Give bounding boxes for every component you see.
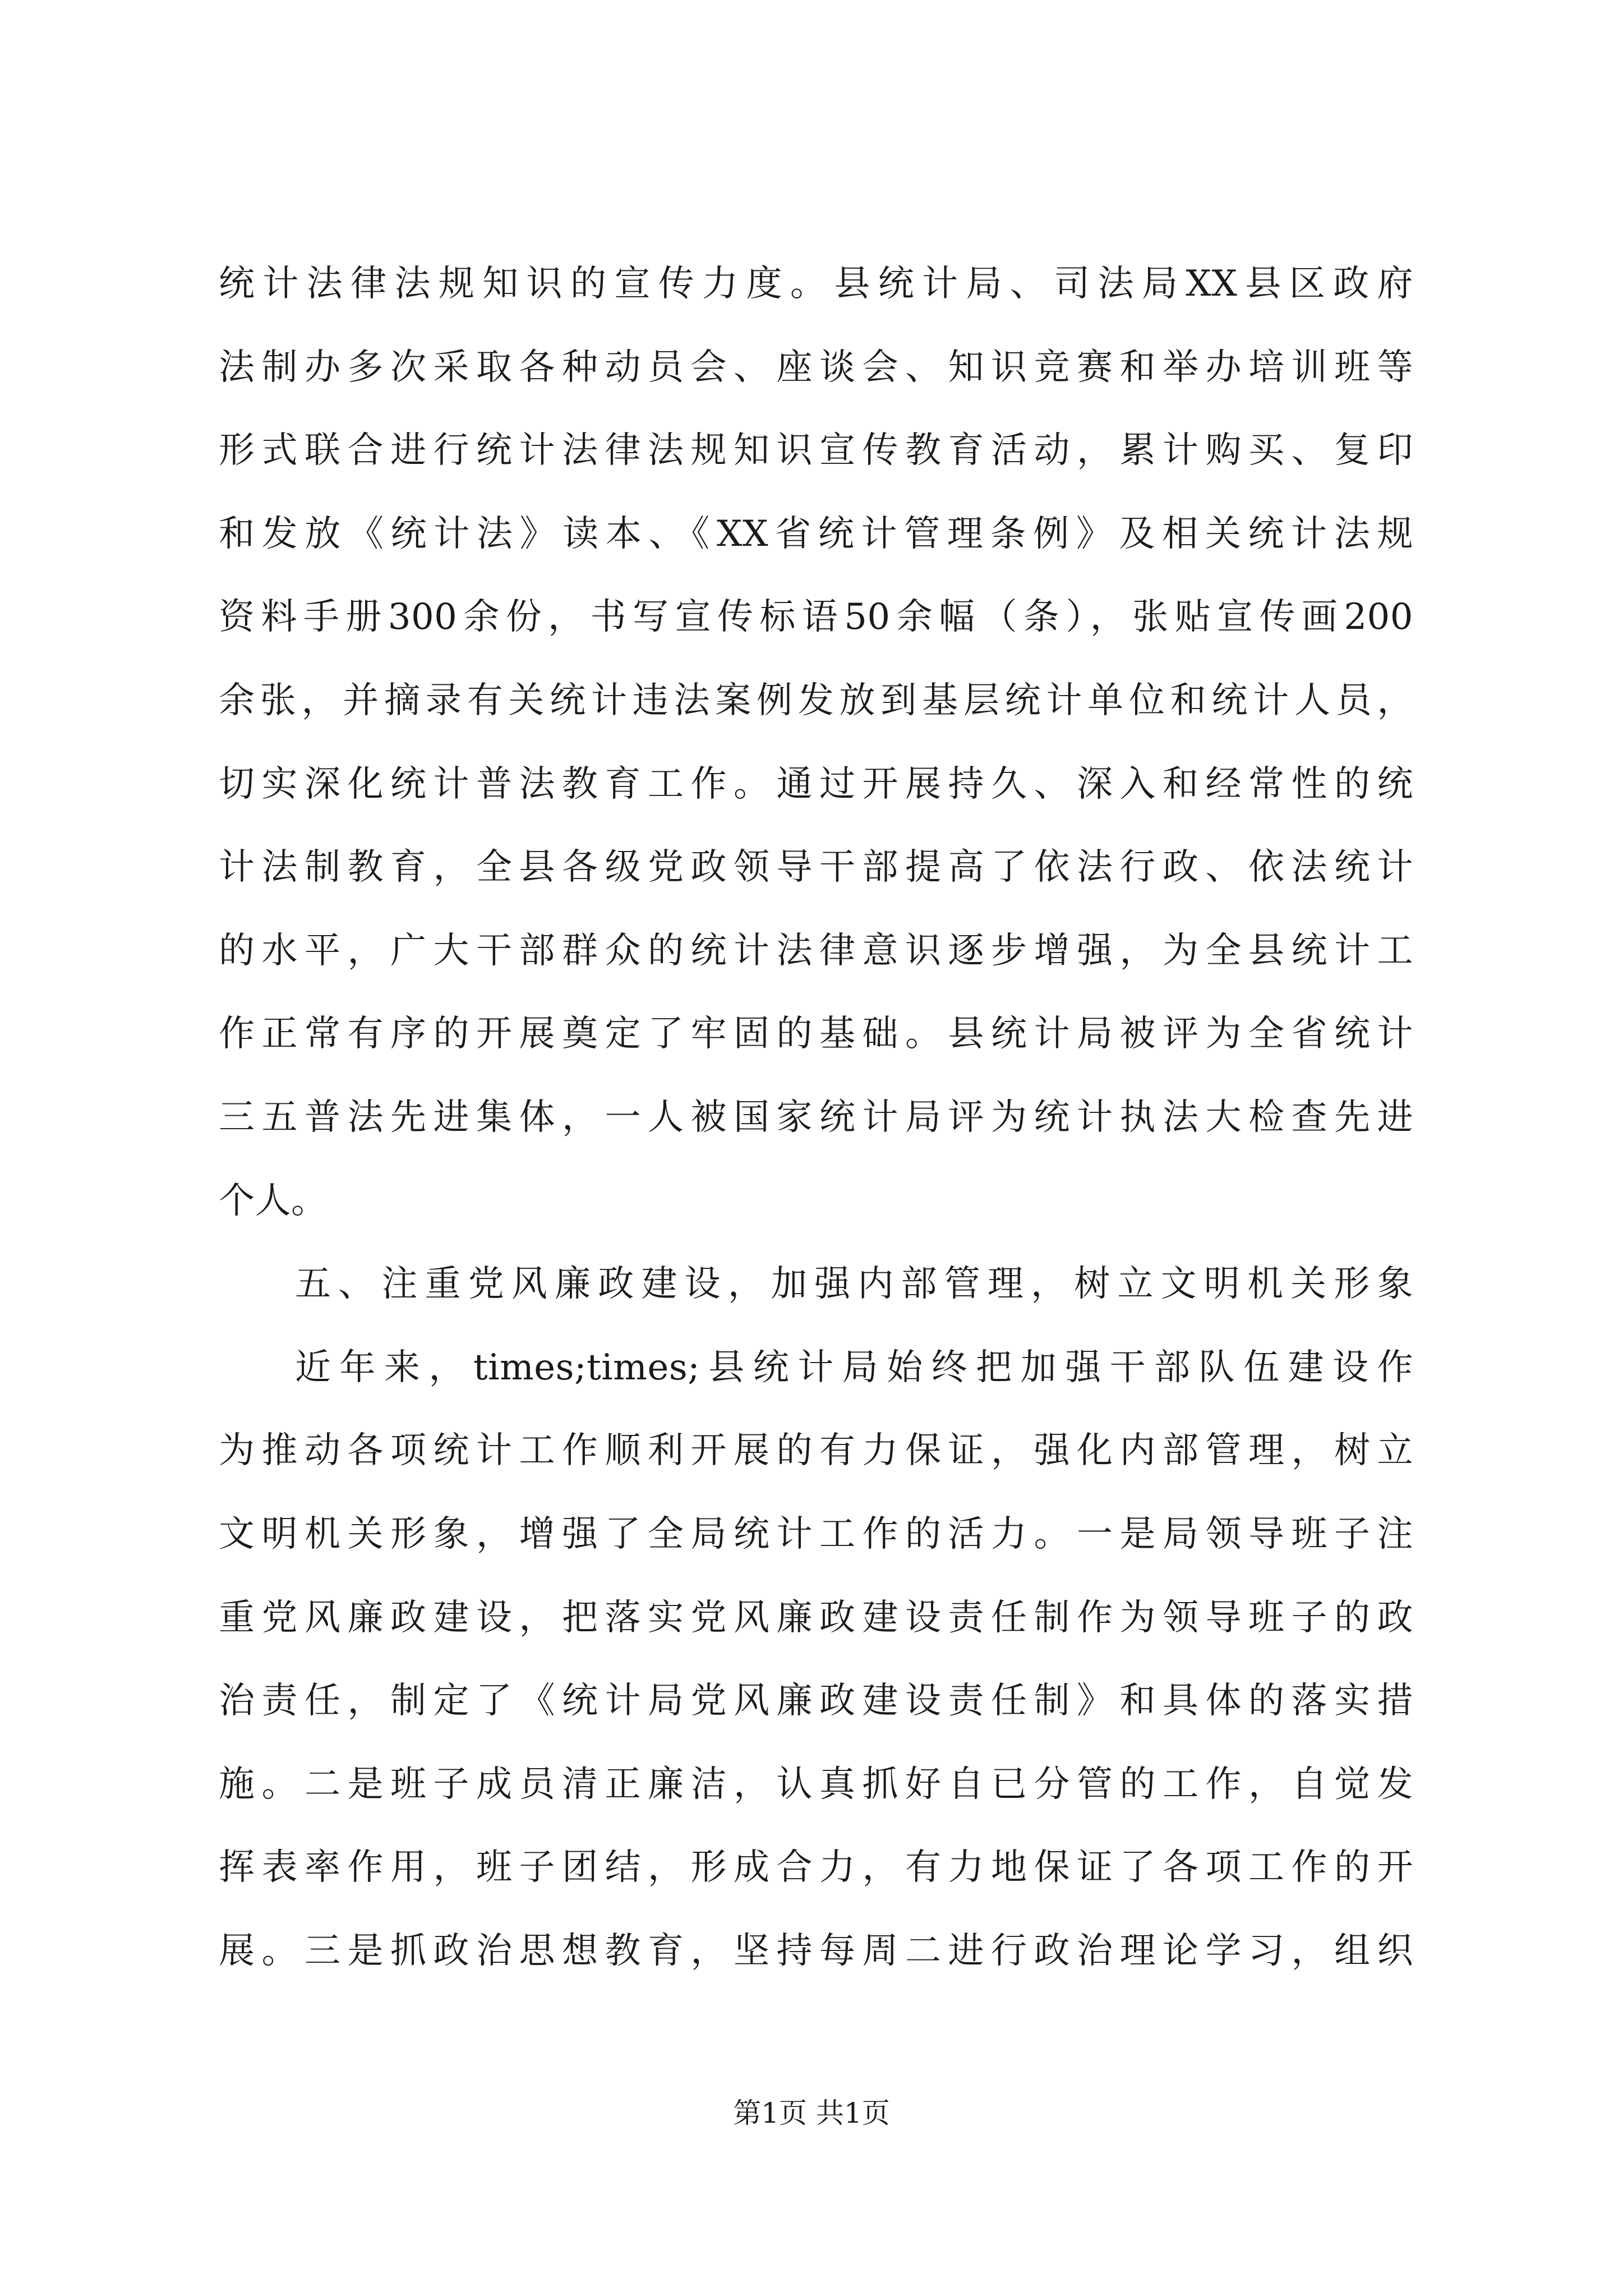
body-text [219,242,1413,1993]
page-number: 第1页 共1页 [733,2097,890,2129]
text-line: 切实深化统计普法教育工作。通过开展持久、深入和经常性的统 [219,763,1413,805]
section-heading: 五、注重党风廉政建设，加强内部管理，树立文明机关形象 [295,1263,1413,1305]
text-line: 三五普法先进集体，一人被国家统计局评为统计执法大检查先进 [219,1096,1413,1138]
text-line: 重党风廉政建设，把落实党风廉政建设责任制作为领导班子的政 [219,1596,1413,1639]
text-line: 计法制教育，全县各级党政领导干部提高了依法行政、依法统计 [219,846,1413,889]
text-line: 余张，并摘录有关统计违法案例发放到基层统计单位和统计人员， [219,679,1413,721]
text-line: 法制办多次采取各种动员会、座谈会、知识竞赛和举办培训班等 [219,346,1413,388]
text-line: 资料手册300余份，书写宣传标语50余幅（条），张贴宣传画200 [219,596,1413,638]
text-line: 展。三是抓政治思想教育，坚持每周二进行政治理论学习，组织 [219,1930,1413,1972]
text-line: 作正常有序的开展奠定了牢固的基础。县统计局被评为全省统计 [219,1013,1413,1055]
text-line: 的水平，广大干部群众的统计法律意识逐步增强，为全县统计工 [219,930,1413,972]
text-line: 和发放《统计法》读本、《XX省统计管理条例》及相关统计法规 [219,513,1413,555]
text-line: 施。二是班子成员清正廉洁，认真抓好自已分管的工作，自觉发 [219,1763,1413,1805]
text-line: 统计法律法规知识的宣传力度。县统计局、司法局XX县区政府 [219,263,1413,305]
text-line: 为推动各项统计工作顺利开展的有力保证，强化内部管理，树立 [219,1430,1413,1472]
text-line: 个人。 [219,1180,328,1222]
text-line: 挥表率作用，班子团结，形成合力，有力地保证了各项工作的开 [219,1847,1413,1889]
text-line: 形式联合进行统计法律法规知识宣传教育活动，累计购买、复印 [219,430,1413,472]
text-line: 治责任，制定了《统计局党风廉政建设责任制》和具体的落实措 [219,1680,1413,1722]
page-footer [0,2093,1623,2133]
text-line: 近年来，times;times;县统计局始终把加强干部队伍建设作 [295,1346,1413,1388]
text-line: 文明机关形象，增强了全局统计工作的活力。一是局领导班子注 [219,1513,1413,1555]
